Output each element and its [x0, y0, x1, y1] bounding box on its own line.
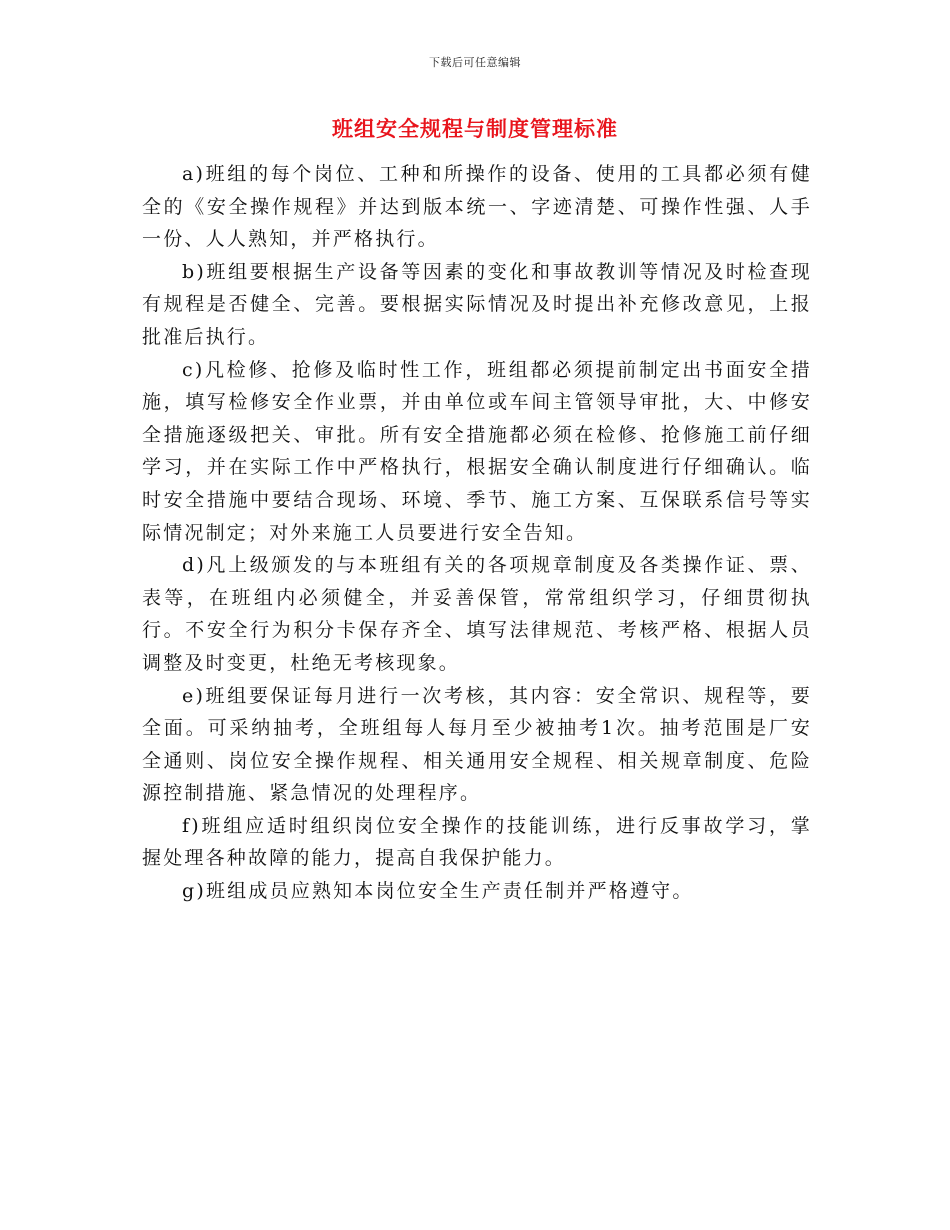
header-note: 下载后可任意编辑: [429, 56, 521, 69]
paragraph-b: b)班组要根据生产设备等因素的变化和事故教训等情况及时检查现有规程是否健全、完善。要根据实际情况及时提出补充修改意见，上报批准后执行。: [142, 260, 812, 348]
paragraph-d: d)凡上级颁发的与本班组有关的各项规章制度及各类操作证、票、表等，在班组内必须健全，并妥善保管，常常组织学习，仔细贯彻执行。不安全行为积分卡保存齐全、填写法律规范、考核严格、根据人员调整及时变更，杜绝无考核现象。: [142, 554, 812, 674]
document-title: 班组安全规程与制度管理标准: [332, 116, 618, 141]
paragraph-e: e)班组要保证每月进行一次考核，其内容：安全常识、规程等，要全面。可采纳抽考，全班组每人每月至少被抽考1次。抽考范围是厂安全通则、岗位安全操作规程、相关通用安全规程、相关规章制度、危险源控制措施、紧急情况的处理程序。: [142, 684, 812, 805]
paragraph-g: g)班组成员应熟知本岗位安全生产责任制并严格遵守。: [182, 880, 694, 903]
paragraph-f: f)班组应适时组织岗位安全操作的技能训练，进行反事故学习，掌握处理各种故障的能力，提高自我保护能力。: [142, 814, 812, 870]
paragraph-c: c)凡检修、抢修及临时性工作，班组都必须提前制定出书面安全措施，填写检修安全作业票，并由单位或车间主管领导审批，大、中修安全措施逐级把关、审批。所有安全措施都必须在检修、抢修施工前仔细学习，并在实际工作中严格执行，根据安全确认制度进行仔细确认。临时安全措施中要结合现场、环境、季节、施工方案、互保联系信号等实际情况制定；对外来施工人员要进行安全告知。: [142, 358, 812, 544]
paragraph-a: a)班组的每个岗位、工种和所操作的设备、使用的工具都必须有健全的《安全操作规程》并达到版本统一、字迹清楚、可操作性强、人手一份、人人熟知，并严格执行。: [142, 163, 812, 251]
document-body: [142, 158, 812, 908]
